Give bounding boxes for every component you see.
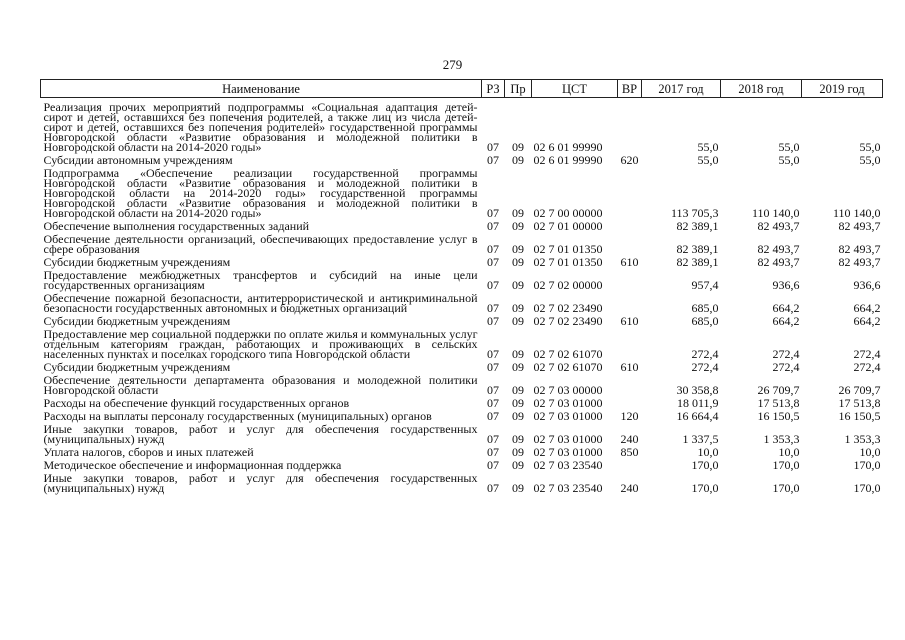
row-rz: 07 — [487, 409, 499, 423]
row-2018: 272,4 — [772, 347, 800, 361]
row-2019: 936,6 — [853, 278, 881, 292]
row-2019: 82 493,7 — [838, 255, 881, 269]
header-vr: ВР — [618, 80, 642, 98]
row-2019: 16 150,5 — [838, 409, 881, 423]
row-name: Обеспечение деятельности организаций, обеспечивающих предоставление услуг в сфере образования — [43, 232, 478, 256]
row-name: Иные закупки товаров, работ и услуг для обеспечения государственных (муниципальных) нужд — [43, 471, 478, 495]
row-cst: 02 7 02 61070 — [533, 360, 603, 374]
row-rz: 07 — [487, 219, 499, 233]
row-2018: 55,0 — [778, 140, 800, 154]
row-2017: 18 011,9 — [676, 396, 719, 410]
row-name: Иные закупки товаров, работ и услуг для обеспечения государственных (муниципальных) нужд — [43, 422, 478, 446]
row-name: Расходы на обеспечение функций государственных органов — [43, 396, 350, 410]
row-name: Уплата налогов, сборов и иных платежей — [43, 445, 254, 459]
row-vr: 610 — [620, 255, 639, 269]
row-2017: 685,0 — [691, 314, 719, 328]
row-name: Методическое обеспечение и информационная поддержка — [43, 458, 342, 472]
table-body — [41, 101, 883, 495]
row-2018: 26 709,7 — [757, 383, 800, 397]
row-vr — [618, 269, 642, 292]
row-2017: 82 389,1 — [676, 255, 719, 269]
row-cst: 02 7 03 01000 — [533, 409, 603, 423]
row-2017: 170,0 — [691, 481, 719, 495]
row-pr: 09 — [512, 242, 524, 256]
row-cst: 02 7 01 00000 — [533, 219, 603, 233]
row-2018: 82 493,7 — [757, 219, 800, 233]
row-2017: 30 358,8 — [676, 383, 719, 397]
row-2019: 82 493,7 — [838, 219, 881, 233]
row-pr: 09 — [512, 255, 524, 269]
row-2019: 17 513,8 — [838, 396, 881, 410]
row-2018: 664,2 — [772, 301, 800, 315]
row-cst: 02 7 03 23540 — [533, 458, 603, 472]
row-2017: 113 705,3 — [670, 206, 719, 220]
row-vr — [618, 328, 642, 361]
row-cst: 02 7 02 00000 — [533, 278, 603, 292]
row-pr: 09 — [512, 206, 524, 220]
row-2017: 55,0 — [697, 153, 719, 167]
row-2017: 16 664,4 — [676, 409, 719, 423]
row-2017: 82 389,1 — [676, 242, 719, 256]
row-pr: 09 — [512, 301, 524, 315]
header-2019: 2019 год — [802, 80, 883, 98]
row-pr: 09 — [512, 409, 524, 423]
row-2017: 55,0 — [697, 140, 719, 154]
row-cst: 02 6 01 99990 — [533, 153, 603, 167]
row-vr: 610 — [620, 360, 639, 374]
table-row — [41, 269, 883, 292]
row-2018: 272,4 — [772, 360, 800, 374]
row-rz: 07 — [487, 347, 499, 361]
row-2017: 10,0 — [697, 445, 719, 459]
header-rz: РЗ — [482, 80, 505, 98]
row-2017: 170,0 — [691, 458, 719, 472]
row-2019: 664,2 — [853, 314, 881, 328]
row-2018: 82 493,7 — [757, 242, 800, 256]
row-cst: 02 7 03 23540 — [533, 481, 603, 495]
row-cst: 02 7 03 01000 — [533, 396, 603, 410]
row-2017: 1 337,5 — [682, 432, 719, 446]
row-2019: 170,0 — [853, 458, 881, 472]
row-name: Субсидии бюджетным учреждениям — [43, 360, 231, 374]
table-row — [41, 328, 883, 361]
row-name: Субсидии бюджетным учреждениям — [43, 255, 231, 269]
row-vr: 610 — [620, 314, 639, 328]
table-row — [41, 374, 883, 397]
row-vr — [618, 233, 642, 256]
row-vr: 850 — [620, 445, 639, 459]
row-2019: 664,2 — [853, 301, 881, 315]
row-2018: 170,0 — [772, 458, 800, 472]
row-2017: 685,0 — [691, 301, 719, 315]
row-rz: 07 — [487, 481, 499, 495]
row-rz: 07 — [487, 360, 499, 374]
table-row — [41, 101, 883, 154]
row-pr: 09 — [512, 445, 524, 459]
row-2018: 170,0 — [772, 481, 800, 495]
header-2017: 2017 год — [642, 80, 721, 98]
row-rz: 07 — [487, 445, 499, 459]
row-rz: 07 — [487, 301, 499, 315]
row-2017: 957,4 — [691, 278, 719, 292]
row-pr: 09 — [512, 278, 524, 292]
table-row — [41, 292, 883, 315]
row-rz: 07 — [487, 458, 499, 472]
row-2017: 272,4 — [691, 347, 719, 361]
row-cst: 02 7 01 01350 — [533, 242, 603, 256]
row-2018: 16 150,5 — [757, 409, 800, 423]
row-2019: 272,4 — [853, 360, 881, 374]
budget-table — [40, 79, 883, 495]
table-header-row — [41, 80, 883, 98]
row-pr: 09 — [512, 481, 524, 495]
header-cst: ЦСТ — [532, 80, 618, 98]
row-rz: 07 — [487, 242, 499, 256]
row-rz: 07 — [487, 153, 499, 167]
row-2019: 110 140,0 — [832, 206, 881, 220]
row-2019: 272,4 — [853, 347, 881, 361]
row-vr: 240 — [620, 481, 639, 495]
header-pr: Пр — [505, 80, 532, 98]
row-pr: 09 — [512, 219, 524, 233]
row-2018: 10,0 — [778, 445, 800, 459]
row-2018: 1 353,3 — [763, 432, 800, 446]
table-row — [41, 233, 883, 256]
row-vr — [618, 374, 642, 397]
row-vr — [618, 167, 642, 220]
row-cst: 02 7 02 61070 — [533, 347, 603, 361]
row-rz: 07 — [487, 278, 499, 292]
table-row — [41, 423, 883, 446]
row-name: Расходы на выплаты персоналу государственных (муниципальных) органов — [43, 409, 432, 423]
row-2018: 55,0 — [778, 153, 800, 167]
row-name: Субсидии бюджетным учреждениям — [43, 314, 231, 328]
row-pr: 09 — [512, 383, 524, 397]
row-pr: 09 — [512, 360, 524, 374]
row-2017: 272,4 — [691, 360, 719, 374]
row-2018: 110 140,0 — [751, 206, 800, 220]
row-pr: 09 — [512, 153, 524, 167]
row-cst: 02 7 03 01000 — [533, 445, 603, 459]
row-rz: 07 — [487, 383, 499, 397]
row-2019: 55,0 — [859, 140, 881, 154]
row-cst: 02 7 03 00000 — [533, 383, 603, 397]
row-2018: 82 493,7 — [757, 255, 800, 269]
row-pr: 09 — [512, 432, 524, 446]
row-name: Обеспечение деятельности департамента образования и молодежной политики Новгородской области — [43, 373, 478, 397]
row-name: Обеспечение выполнения государственных заданий — [43, 219, 310, 233]
row-2018: 17 513,8 — [757, 396, 800, 410]
row-2017: 82 389,1 — [676, 219, 719, 233]
row-cst: 02 6 01 99990 — [533, 140, 603, 154]
row-2019: 82 493,7 — [838, 242, 881, 256]
row-cst: 02 7 02 23490 — [533, 314, 603, 328]
row-vr: 240 — [620, 432, 639, 446]
row-2019: 10,0 — [859, 445, 881, 459]
row-vr — [618, 220, 642, 233]
row-rz: 07 — [487, 206, 499, 220]
row-rz: 07 — [487, 432, 499, 446]
row-pr: 09 — [512, 140, 524, 154]
row-rz: 07 — [487, 140, 499, 154]
page-number: 279 — [442, 57, 463, 72]
row-cst: 02 7 02 23490 — [533, 301, 603, 315]
row-2019: 55,0 — [859, 153, 881, 167]
table-row — [41, 472, 883, 495]
row-name: Субсидии автономным учреждениям — [43, 153, 233, 167]
row-2019: 170,0 — [853, 481, 881, 495]
row-cst: 02 7 01 01350 — [533, 255, 603, 269]
row-cst: 02 7 03 01000 — [533, 432, 603, 446]
row-pr: 09 — [512, 314, 524, 328]
header-2018: 2018 год — [721, 80, 802, 98]
row-vr: 620 — [620, 153, 639, 167]
row-pr: 09 — [512, 458, 524, 472]
row-name: Предоставление мер социальной поддержки по оплате жилья и коммунальных услуг отдельным категориям граждан, работающих и проживающих в сельских населенных пунктах и поселках городского типа Новгородской области — [43, 327, 478, 361]
row-rz: 07 — [487, 255, 499, 269]
row-vr — [618, 459, 642, 472]
row-2018: 664,2 — [772, 314, 800, 328]
row-2019: 26 709,7 — [838, 383, 881, 397]
row-2019: 1 353,3 — [844, 432, 881, 446]
row-name: Подпрограмма «Обеспечение реализации государственной программы Новгородской области «Развитие образования и молодежной политики в Новгородской области на 2014-2020 годы» государственной программы Новгородской области «Развитие образования и молодежной политики в Новгородской области на 2014-2020 годы» — [43, 166, 478, 220]
row-rz: 07 — [487, 314, 499, 328]
table-row — [41, 167, 883, 220]
row-vr — [618, 101, 642, 154]
row-vr — [618, 292, 642, 315]
row-2018: 936,6 — [772, 278, 800, 292]
row-name: Реализация прочих мероприятий подпрограммы «Социальная адаптация детей-сирот и детей, оставшихся без попечения родителей, а также лиц из числа детей-сирот и детей, оставшихся без попечения родителей» государственной программы Новгородской области «Развитие образования и молодежной политики в Новгородской области на 2014-2020 годы» — [43, 100, 478, 154]
row-pr: 09 — [512, 396, 524, 410]
row-pr: 09 — [512, 347, 524, 361]
row-cst: 02 7 00 00000 — [533, 206, 603, 220]
header-name: Наименование — [41, 80, 482, 98]
row-rz: 07 — [487, 396, 499, 410]
row-name: Обеспечение пожарной безопасности, антитеррористической и антикриминальной безопасности государственных автономных и бюджетных организаций — [43, 291, 478, 315]
row-name: Предоставление межбюджетных трансфертов и субсидий на иные цели государственных организациям — [43, 268, 478, 292]
row-vr: 120 — [620, 409, 639, 423]
